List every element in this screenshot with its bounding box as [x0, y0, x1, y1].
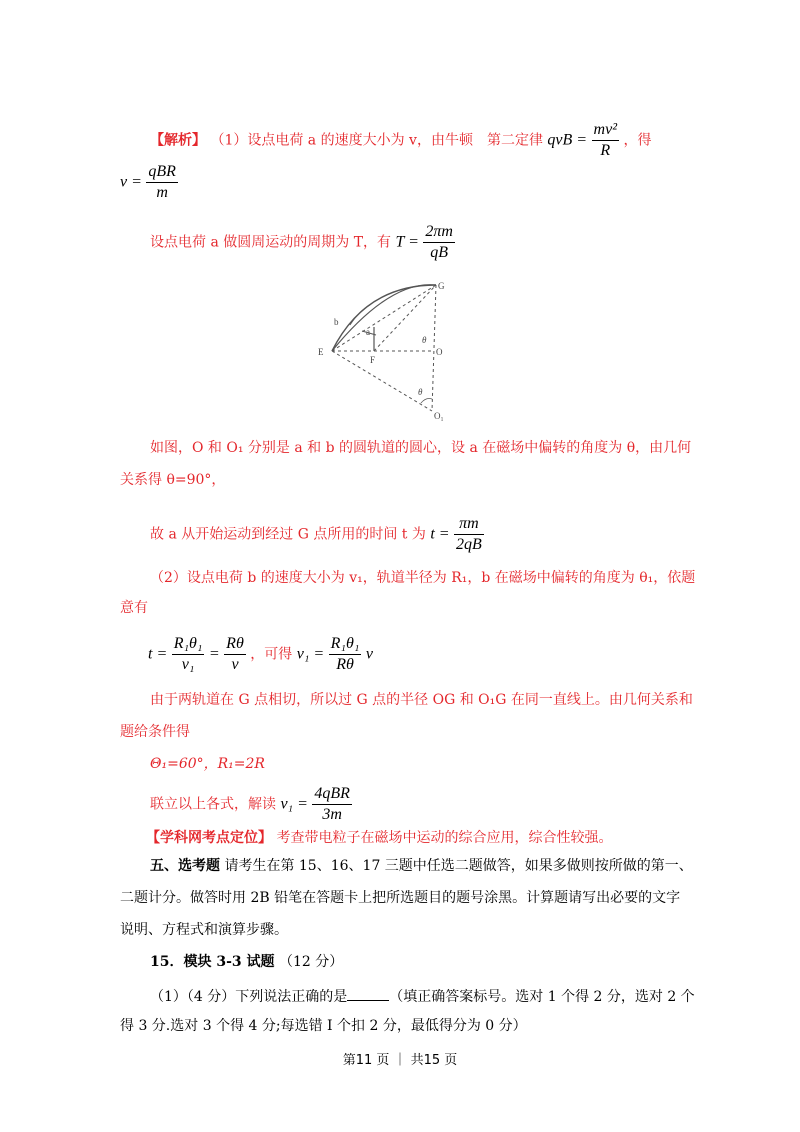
- key-point-text: 考查带电粒子在磁场中运动的综合应用，综合性较强。: [276, 830, 613, 846]
- label-O: O: [436, 347, 443, 357]
- label-a: a: [366, 327, 370, 337]
- fraction-4qBR-3m: $\frac{\text{4qBR}}{3m}$: [314, 785, 350, 823]
- question-15-part1-line-2: 得 3 分.选对 3 个得 4 分;每选错 I 个扣 2 分，最低得分为 0 分）: [120, 1018, 527, 1034]
- question-score: （12 分）: [278, 954, 344, 970]
- geometry-line-2: 关系得 θ=90°，: [120, 472, 226, 488]
- fraction-qBR-m: $\frac{\text{qBR}}{m}$: [148, 163, 176, 201]
- question-text-b: （填正确答案标号。选对 1 个得 2 分，选对 2 个: [389, 989, 695, 1005]
- key-point-line: [146, 828, 612, 848]
- label-F: F: [370, 355, 376, 365]
- elective-line-2: 二题计分。做答时用 2B 铅笔在答题卡上把所选题目的题号涂黑。计算题请写出必要的文字: [120, 890, 681, 906]
- time-text: 故 a 从开始运动到经过 G 点所用的时间 t 为: [150, 526, 426, 543]
- trajectory-diagram: [310, 275, 470, 425]
- question-text-a: （1）（4 分）下列说法正确的是: [150, 989, 348, 1005]
- label-b: b: [334, 317, 339, 327]
- fraction-Rtheta-v: $\frac{R\theta}{v}$: [226, 635, 244, 673]
- section-title: 五、选考题: [150, 858, 220, 874]
- fraction-R1theta1-Rtheta: $\frac{\text{R₁θ₁}}{R\theta}$: [330, 635, 360, 673]
- part2-line-1: （2）设点电荷 b 的速度大小为 v₁，轨道半径为 R₁，b 在磁场中偏转的角度为 θ₁，依题: [150, 570, 696, 586]
- label-O1: O₁: [434, 411, 444, 421]
- elective-line-3: 说明、方程式和演算步骤。: [120, 922, 288, 938]
- question-15-part1-line-1: [150, 986, 695, 1007]
- tangent-line-1: 由于两轨道在 G 点相切，所以过 G 点的半径 OG 和 O₁G 在同一直线上。由几何关系和: [150, 692, 693, 708]
- period-line: 设点电荷 a 做圆周运动的周期为 T，有 T = $\frac{2\pi m}{qB}$: [150, 223, 453, 261]
- answer-blank: [347, 986, 389, 1001]
- equation-mid-text: ，可得: [250, 646, 293, 663]
- analysis-text: （1）设点电荷 a 的速度大小为 v，由牛顿 第二定律: [210, 132, 543, 149]
- analysis-line-1: [150, 120, 651, 161]
- fraction-mv2-R: $\frac{\text{mv²}}{R}$: [593, 121, 617, 159]
- fraction-2pim-qB: $\frac{2\pi m}{qB}$: [425, 223, 453, 261]
- velocity-formula: v = $\frac{\text{qBR}}{m}$: [120, 163, 176, 201]
- equation-line: t = $\frac{\text{R₁θ₁}}{\text{v₁}}$ = $\frac{R\theta}{v}$ ，可得 v₁ = $\frac{\text{R₁θ₁}}{R\theta}$ v: [148, 635, 373, 673]
- time-line: 故 a 从开始运动到经过 G 点所用的时间 t 为 t = $\frac{\pi m}{2qB}$: [150, 515, 482, 553]
- geometry-line-1: 如图，O 和 O₁ 分别是 a 和 b 的圆轨道的圆心，设 a 在磁场中偏转的角度为 θ，由几何: [150, 440, 692, 456]
- angle-radius-line: Θ₁=60°，R₁=2R: [150, 756, 265, 772]
- fraction-pim-2qB: $\frac{\pi m}{2qB}$: [456, 515, 482, 553]
- question-number: 15．模块 3-3 试题: [150, 954, 275, 970]
- part2-line-2: 意有: [120, 600, 148, 616]
- elective-text-1: 请考生在第 15、16、17 三题中任选二题做答，如果多做则按所做的第一、: [224, 858, 693, 874]
- label-G: G: [438, 281, 445, 291]
- label-theta-top: θ: [422, 335, 427, 345]
- key-point-tag: 【学科网考点定位】: [146, 830, 272, 846]
- label-E: E: [318, 347, 324, 357]
- page-footer: 第11 页 ｜ 共15 页: [342, 1053, 458, 1068]
- period-text: 设点电荷 a 做圆周运动的周期为 T，有: [150, 234, 392, 251]
- question-15-heading: [150, 952, 343, 972]
- elective-line-1: [150, 856, 693, 876]
- result-line: 联立以上各式，解读 v₁ = $\frac{\text{4qBR}}{3m}$: [150, 785, 350, 823]
- analysis-tag: 【解析】: [150, 132, 206, 149]
- label-theta-bottom: θ: [418, 387, 423, 397]
- tangent-line-2: 题给条件得: [120, 724, 190, 740]
- analysis-text-end: ，得: [623, 132, 652, 149]
- fraction-R1theta1-v1: $\frac{\text{R₁θ₁}}{\text{v₁}}$: [173, 635, 203, 673]
- eq-lhs: qvB =: [547, 131, 588, 149]
- result-text: 联立以上各式，解读: [150, 796, 276, 813]
